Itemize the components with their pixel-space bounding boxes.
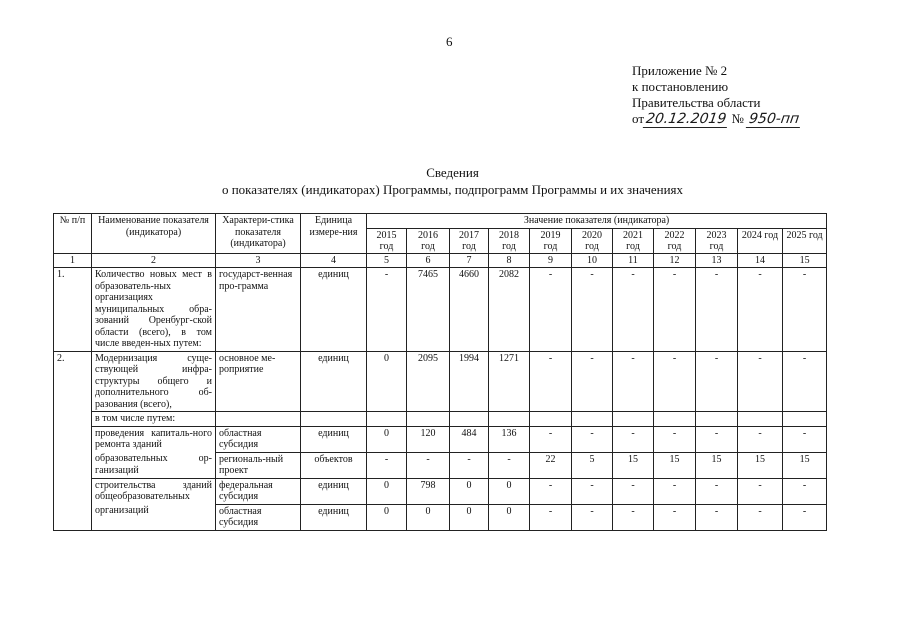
header-year: 2019 год — [530, 228, 572, 253]
table-row — [54, 452, 827, 478]
row-num: 2. — [54, 351, 92, 412]
row-value: - — [572, 504, 613, 530]
column-index: 1 — [54, 253, 92, 268]
row-value: - — [738, 504, 783, 530]
row-value: - — [407, 452, 450, 478]
row-value: - — [613, 351, 654, 412]
row-characteristic: областная субсидия — [216, 426, 301, 452]
row-value: - — [696, 504, 738, 530]
header-year: 2018 год — [489, 228, 530, 253]
row-name: проведения капиталь-ного ремонта зданий — [92, 426, 216, 452]
row-num — [54, 412, 92, 427]
header-year: 2015 год — [367, 228, 407, 253]
row-value — [450, 412, 489, 427]
row-value: - — [530, 478, 572, 504]
row-value — [407, 412, 450, 427]
row-unit: единиц — [301, 351, 367, 412]
row-value: - — [654, 478, 696, 504]
title-line-2: о показателях (индикаторах) Программы, подпрограмм Программы и их значениях — [221, 182, 684, 197]
row-unit: единиц — [301, 504, 367, 530]
row-characteristic — [216, 412, 301, 427]
header-year: 2021 год — [613, 228, 654, 253]
column-index: 2 — [92, 253, 216, 268]
table-row — [54, 478, 827, 504]
appendix-line-2: к постановлению — [632, 79, 729, 94]
row-unit: единиц — [301, 478, 367, 504]
row-value: 5 — [572, 452, 613, 478]
row-value — [367, 412, 407, 427]
row-value: - — [783, 268, 827, 352]
row-value: - — [738, 426, 783, 452]
row-value: - — [572, 478, 613, 504]
table-row — [54, 268, 827, 352]
row-value: 484 — [450, 426, 489, 452]
row-characteristic: государст-венная про-грамма — [216, 268, 301, 352]
header-values-group: Значение показателя (индикатора) — [367, 214, 827, 229]
row-value — [489, 412, 530, 427]
row-value: - — [572, 351, 613, 412]
header-year: 2016 год — [407, 228, 450, 253]
header-year: 2023 год — [696, 228, 738, 253]
row-value: - — [654, 268, 696, 352]
row-value: 0 — [407, 504, 450, 530]
row-value: 7465 — [407, 268, 450, 352]
row-value: 0 — [367, 478, 407, 504]
row-value: 0 — [367, 351, 407, 412]
header-name: Наименование показателя (индикатора) — [92, 214, 216, 254]
row-value: - — [696, 478, 738, 504]
table-row — [54, 504, 827, 530]
row-value: 15 — [738, 452, 783, 478]
column-index: 4 — [301, 253, 367, 268]
header-year: 2020 год — [572, 228, 613, 253]
row-value: - — [367, 452, 407, 478]
row-value: 0 — [489, 478, 530, 504]
row-value: - — [783, 426, 827, 452]
row-value: - — [654, 426, 696, 452]
row-value: - — [738, 351, 783, 412]
page-number: 6 — [446, 34, 453, 49]
row-value: 22 — [530, 452, 572, 478]
row-characteristic: областная субсидия — [216, 504, 301, 530]
column-index: 15 — [783, 253, 827, 268]
header-year: 2017 год — [450, 228, 489, 253]
header-year: 2022 год — [654, 228, 696, 253]
row-value: - — [738, 478, 783, 504]
column-index: 9 — [530, 253, 572, 268]
row-value: - — [450, 452, 489, 478]
row-value: - — [654, 504, 696, 530]
column-index: 10 — [572, 253, 613, 268]
row-unit: единиц — [301, 426, 367, 452]
row-value: 2095 — [407, 351, 450, 412]
row-characteristic: региональ-ный проект — [216, 452, 301, 478]
row-value: - — [696, 351, 738, 412]
row-value: - — [613, 504, 654, 530]
row-num — [54, 478, 92, 504]
column-index: 7 — [450, 253, 489, 268]
row-value: 0 — [489, 504, 530, 530]
appendix-date-line — [632, 111, 801, 128]
row-value: - — [783, 504, 827, 530]
row-value: 0 — [450, 504, 489, 530]
header-year: 2025 год — [783, 228, 827, 253]
header-year: 2024 год — [738, 228, 783, 253]
table-row — [54, 426, 827, 452]
header-row-1 — [54, 214, 827, 229]
table-body — [54, 268, 827, 531]
handwritten-date: 20.12.2019 — [643, 111, 730, 128]
row-num: 1. — [54, 268, 92, 352]
row-value: 0 — [367, 426, 407, 452]
row-value: 120 — [407, 426, 450, 452]
row-num — [54, 452, 92, 478]
column-index: 13 — [696, 253, 738, 268]
column-index: 6 — [407, 253, 450, 268]
column-index: 14 — [738, 253, 783, 268]
row-value: 136 — [489, 426, 530, 452]
row-characteristic: основное ме-роприятие — [216, 351, 301, 412]
row-value: - — [572, 268, 613, 352]
row-value: 15 — [783, 452, 827, 478]
row-unit: единиц — [301, 268, 367, 352]
row-value: - — [489, 452, 530, 478]
column-index: 3 — [216, 253, 301, 268]
column-index: 11 — [613, 253, 654, 268]
row-value: - — [530, 268, 572, 352]
date-prefix: от — [632, 111, 645, 126]
row-name: Количество новых мест в образователь-ных организациях муниципальных обра-зований Оренбург-ской области (всего), в том числе введен-ных путем: — [92, 268, 216, 352]
row-value: - — [613, 426, 654, 452]
column-index: 5 — [367, 253, 407, 268]
appendix-line-3: Правительства области — [632, 95, 761, 110]
row-value: 798 — [407, 478, 450, 504]
row-name: Модернизация суще-ствующей инфра-структуры общего и дополнительного об-разования (всего), — [92, 351, 216, 412]
row-value: 15 — [613, 452, 654, 478]
row-value — [738, 412, 783, 427]
column-index: 12 — [654, 253, 696, 268]
row-characteristic: федеральная субсидия — [216, 478, 301, 504]
row-name: организаций — [92, 504, 216, 530]
number-prefix: № — [731, 111, 744, 126]
row-num — [54, 504, 92, 530]
table-row — [54, 412, 827, 427]
handwritten-number: 950-пп — [746, 111, 802, 128]
title-line-1: Сведения — [426, 165, 479, 180]
row-value: - — [654, 351, 696, 412]
row-name: образовательных ор-ганизаций — [92, 452, 216, 478]
row-value — [530, 412, 572, 427]
document-title — [0, 164, 905, 198]
appendix-block — [632, 63, 801, 128]
row-value: - — [530, 426, 572, 452]
header-characteristic: Характери-стика показателя (индикатора) — [216, 214, 301, 254]
row-value: - — [530, 351, 572, 412]
row-value: - — [572, 426, 613, 452]
row-unit — [301, 412, 367, 427]
row-value — [696, 412, 738, 427]
row-value: - — [738, 268, 783, 352]
row-value: 2082 — [489, 268, 530, 352]
row-value — [572, 412, 613, 427]
row-value: - — [530, 504, 572, 530]
row-value: - — [783, 478, 827, 504]
row-value: - — [613, 478, 654, 504]
column-index-row — [54, 253, 827, 268]
header-unit: Единица измере-ния — [301, 214, 367, 254]
row-value: 1994 — [450, 351, 489, 412]
row-num — [54, 426, 92, 452]
appendix-line-1: Приложение № 2 — [632, 63, 728, 78]
row-unit: объектов — [301, 452, 367, 478]
row-value: - — [696, 426, 738, 452]
table-row — [54, 351, 827, 412]
row-value: - — [696, 268, 738, 352]
row-value: 15 — [654, 452, 696, 478]
row-value — [783, 412, 827, 427]
row-value: 4660 — [450, 268, 489, 352]
row-value — [613, 412, 654, 427]
column-index: 8 — [489, 253, 530, 268]
row-value: 15 — [696, 452, 738, 478]
row-value: - — [783, 351, 827, 412]
row-value: - — [367, 268, 407, 352]
indicators-table — [53, 213, 827, 531]
row-value — [654, 412, 696, 427]
row-value: 0 — [367, 504, 407, 530]
header-num: № п/п — [54, 214, 92, 254]
row-name: строительства зданий общеобразовательных — [92, 478, 216, 504]
row-value: 0 — [450, 478, 489, 504]
row-name: в том числе путем: — [92, 412, 216, 427]
row-value: 1271 — [489, 351, 530, 412]
row-value: - — [613, 268, 654, 352]
